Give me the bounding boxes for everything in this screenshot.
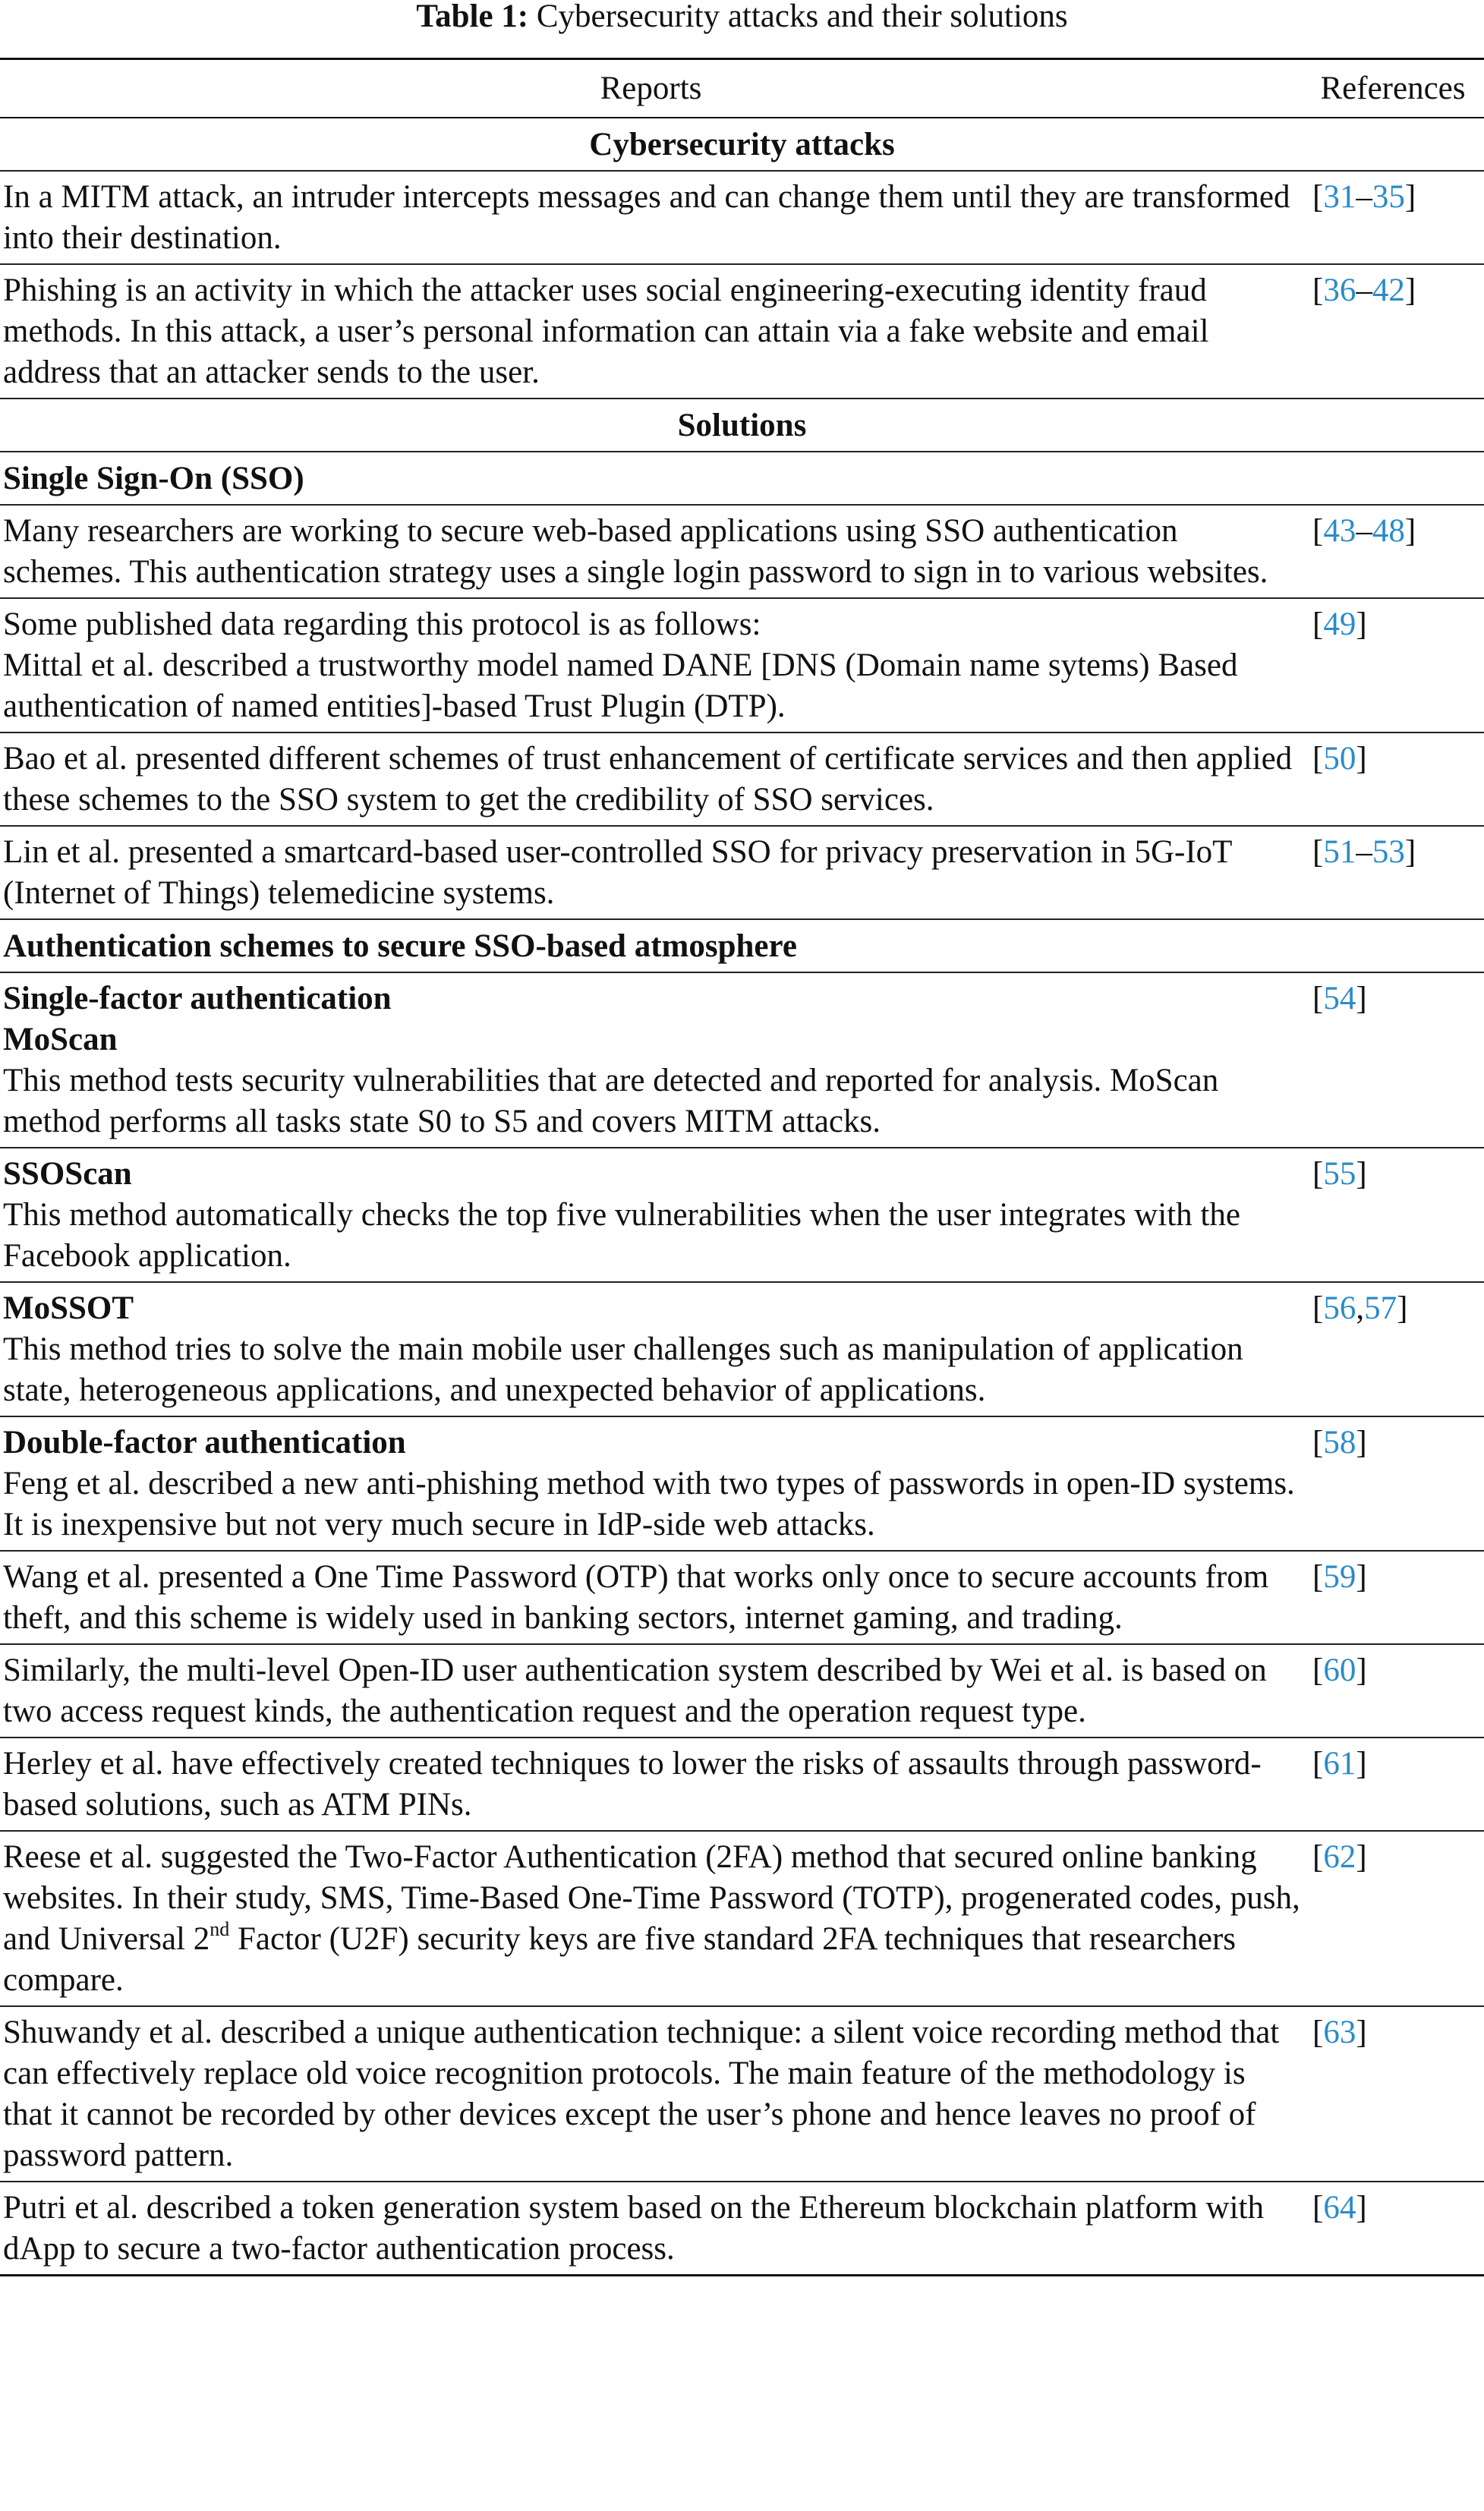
report-text: This method tries to solve the main mobile user challenges such as manipulation of application state, heterogeneous applications, and unexpected behavior of applications.	[3, 1331, 1243, 1408]
table-row-phishing	[0, 264, 1484, 399]
caption-label: Table 1:	[416, 0, 529, 34]
report-line: Some published data regarding this protocol is as follows:	[3, 606, 761, 642]
citation-separator: ,	[1356, 1290, 1365, 1326]
citation-separator: –	[1356, 513, 1372, 549]
report-text: This method automatically checks the top five vulnerabilities when the user integrates with the Facebook application.	[3, 1197, 1240, 1274]
citation-separator: –	[1356, 179, 1372, 215]
reference-cell: [49]	[1302, 598, 1484, 733]
citation-link[interactable]: 51	[1323, 834, 1356, 870]
report-cell: Herley et al. have effectively created techniques to lower the risks of assaults through password-based solutions, such as ATM PINs.	[0, 1738, 1302, 1831]
reference-cell: [56,57]	[1302, 1282, 1484, 1416]
citation-link[interactable]: 31	[1323, 179, 1356, 215]
table-row-moscan	[0, 972, 1484, 1148]
subhead-auth-schemes: Authentication schemes to secure SSO-based atmosphere	[0, 919, 1484, 972]
citation-link[interactable]: 55	[1323, 1156, 1356, 1192]
table-row-lin	[0, 826, 1484, 919]
reference-cell: [59]	[1302, 1551, 1484, 1644]
report-text: This method tests security vulnerabilities that are detected and reported for analysis. MoScan method performs all tasks state S0 to S5 and covers MITM attacks.	[3, 1063, 1219, 1139]
report-heading: Double-factor authentication	[3, 1425, 406, 1460]
report-cell	[0, 1282, 1302, 1416]
report-cell: Shuwandy et al. described a unique authentication technique: a silent voice recording method that can effectively replace old voice recognition protocols. The main feature of the methodology is that it cannot be recorded by other devices except the user’s phone and hence leaves no proof of password pattern.	[0, 2006, 1302, 2182]
citation-separator: –	[1356, 273, 1372, 308]
report-cell: Bao et al. presented different schemes of trust enhancement of certificate services and then applied these schemes to the SSO system to get the credibility of SSO services.	[0, 733, 1302, 826]
subhead-row-sso	[0, 452, 1484, 505]
citation-link[interactable]: 58	[1323, 1425, 1356, 1460]
citation-link[interactable]: 64	[1323, 2190, 1356, 2226]
report-cell	[0, 1148, 1302, 1282]
report-cell	[0, 972, 1302, 1148]
citation-link[interactable]: 57	[1364, 1290, 1397, 1326]
citation-link[interactable]: 48	[1372, 513, 1405, 549]
reference-cell: [43–48]	[1302, 505, 1484, 598]
report-cell: Many researchers are working to secure web-based applications using SSO authentication schemes. This authentication strategy uses a single login password to sign in to various websites.	[0, 505, 1302, 598]
citation-link[interactable]: 53	[1372, 834, 1405, 870]
reference-cell: [58]	[1302, 1416, 1484, 1551]
reference-cell: [60]	[1302, 1644, 1484, 1738]
table-row-wang	[0, 1551, 1484, 1644]
citation-link[interactable]: 36	[1323, 273, 1356, 308]
header-row	[0, 59, 1484, 118]
report-cell: Phishing is an activity in which the attacker uses social engineering-executing identity fraud methods. In this attack, a user’s personal information can attain via a fake website and email address that an attacker sends to the user.	[0, 264, 1302, 399]
table-row-reese	[0, 1831, 1484, 2006]
citation-link[interactable]: 54	[1323, 981, 1356, 1016]
reference-cell: [55]	[1302, 1148, 1484, 1282]
table-row-shuwandy	[0, 2006, 1484, 2182]
report-heading: MoSSOT	[3, 1290, 134, 1326]
header-reports: Reports	[0, 59, 1302, 118]
citation-link[interactable]: 35	[1372, 179, 1405, 215]
attacks-solutions-table	[0, 58, 1484, 2276]
report-cell: Putri et al. described a token generation system based on the Ethereum blockchain platform with dApp to secure a two-factor authentication process.	[0, 2182, 1302, 2276]
report-cell	[0, 598, 1302, 733]
reference-cell: [50]	[1302, 733, 1484, 826]
table-row-dane	[0, 598, 1484, 733]
citation-link[interactable]: 59	[1323, 1559, 1356, 1595]
citation-separator: –	[1356, 834, 1372, 870]
ordinal-superscript: nd	[210, 1918, 230, 1940]
section-row-attacks	[0, 118, 1484, 171]
reference-cell: [36–42]	[1302, 264, 1484, 399]
report-cell	[0, 1416, 1302, 1551]
report-cell: Wang et al. presented a One Time Password (OTP) that works only once to secure accounts from theft, and this scheme is widely used in banking sectors, internet gaming, and trading.	[0, 1551, 1302, 1644]
reference-cell: [63]	[1302, 2006, 1484, 2182]
citation-link[interactable]: 60	[1323, 1652, 1356, 1688]
report-text: Feng et al. described a new anti-phishing method with two types of passwords in open-ID systems. It is inexpensive but not very much secure in IdP-side web attacks.	[3, 1466, 1295, 1542]
reference-cell: [61]	[1302, 1738, 1484, 1831]
citation-link[interactable]: 61	[1323, 1746, 1356, 1782]
report-cell: Similarly, the multi-level Open-ID user authentication system described by Wei et al. is based on two access request kinds, the authentication request and the operation request type.	[0, 1644, 1302, 1738]
report-cell: In a MITM attack, an intruder intercepts messages and can change them until they are transformed into their destination.	[0, 171, 1302, 264]
citation-link[interactable]: 50	[1323, 741, 1356, 777]
table-row-mitm	[0, 171, 1484, 264]
citation-link[interactable]: 43	[1323, 513, 1356, 549]
reference-cell: [31–35]	[1302, 171, 1484, 264]
report-heading: SSOScan	[3, 1156, 132, 1192]
section-title-solutions: Solutions	[0, 399, 1484, 452]
report-line: Mittal et al. described a trustworthy model named DANE [DNS (Domain name sytems) Based authentication of named entities]-based Trust Plugin (DTP).	[3, 647, 1238, 724]
caption-title: Cybersecurity attacks and their solutions	[536, 0, 1068, 34]
report-heading: Single-factor authentication	[3, 981, 392, 1016]
citation-link[interactable]: 63	[1323, 2015, 1356, 2050]
table-row-wei	[0, 1644, 1484, 1738]
reference-cell: [54]	[1302, 972, 1484, 1148]
section-title-attacks: Cybersecurity attacks	[0, 118, 1484, 171]
table-row-mossot	[0, 1282, 1484, 1416]
subhead-sso: Single Sign-On (SSO)	[0, 452, 1484, 505]
citation-link[interactable]: 56	[1323, 1290, 1356, 1326]
section-row-solutions	[0, 399, 1484, 452]
table-row-ssoscan	[0, 1148, 1484, 1282]
table-row-sso-research	[0, 505, 1484, 598]
reference-cell: [64]	[1302, 2182, 1484, 2276]
report-heading: MoScan	[3, 1022, 118, 1057]
table-row-herley	[0, 1738, 1484, 1831]
report-text: Reese et al. suggested the Two-Factor Authentication (2FA) method that secured online banking websites. In their study, SMS, Time-Based One-Time Password (TOTP), progenerated codes, push, and Universal 2	[3, 1839, 1300, 1957]
citation-link[interactable]: 62	[1323, 1839, 1356, 1875]
citation-link[interactable]: 42	[1372, 273, 1405, 308]
report-cell	[0, 1831, 1302, 2006]
table-caption	[0, 0, 1484, 33]
reference-cell: [51–53]	[1302, 826, 1484, 919]
citation-link[interactable]: 49	[1323, 606, 1356, 642]
table-row-putri	[0, 2182, 1484, 2276]
subhead-row-auth-schemes	[0, 919, 1484, 972]
report-cell: Lin et al. presented a smartcard-based user-controlled SSO for privacy preservation in 5G-IoT (Internet of Things) telemedicine systems.	[0, 826, 1302, 919]
report-text: Factor (U2F) security keys are five standard 2FA techniques that researchers compare.	[3, 1921, 1237, 1998]
table-row-bao	[0, 733, 1484, 826]
reference-cell: [62]	[1302, 1831, 1484, 2006]
table-row-feng	[0, 1416, 1484, 1551]
header-references: References	[1302, 59, 1484, 118]
